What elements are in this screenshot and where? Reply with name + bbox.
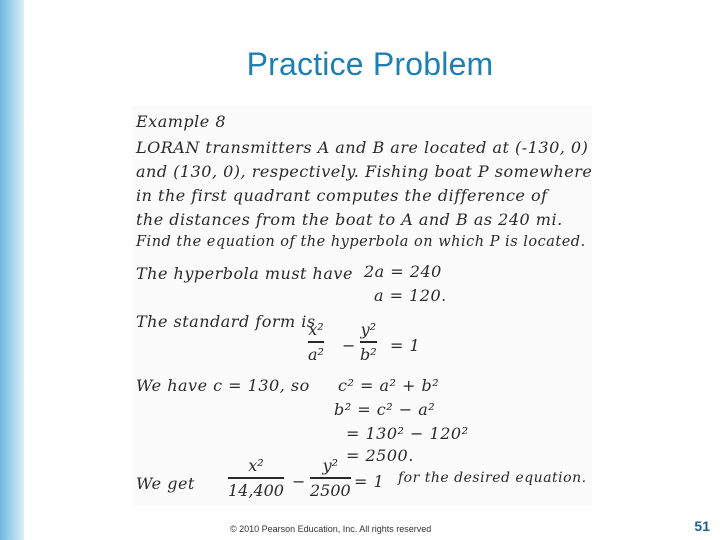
- std-denominator-a: a²: [308, 344, 324, 364]
- final-numerator-x: x²: [248, 456, 264, 475]
- c-equation-1: c² = a² + b²: [338, 376, 440, 395]
- fraction-bar: [228, 477, 284, 479]
- handwritten-solution: [132, 106, 592, 506]
- std-equals-one: = 1: [390, 336, 421, 355]
- solution-line-3: We have c = 130, so: [136, 376, 310, 395]
- final-denominator-2500: 2500: [310, 480, 351, 500]
- copyright-footer: © 2010 Pearson Education, Inc. All rights reserved: [230, 524, 432, 534]
- equation-2a: 2a = 240: [364, 262, 442, 281]
- std-denominator-b: b²: [360, 344, 377, 364]
- equation-a: a = 120.: [374, 286, 447, 305]
- problem-line-5: the distances from the boat to A and B as 240 mi.: [136, 210, 563, 229]
- final-text: for the desired equation.: [398, 470, 587, 486]
- problem-line-3: and (130, 0), respectively. Fishing boat P somewhere: [136, 162, 593, 181]
- std-minus: −: [342, 336, 356, 355]
- c-equation-4: = 2500.: [346, 446, 414, 465]
- problem-line-2: LORAN transmitters A and B are located at (-130, 0): [136, 138, 589, 157]
- std-fraction-x: [308, 320, 324, 364]
- problem-line-4: in the first quadrant computes the difference of: [136, 186, 548, 205]
- slide-title: Practice Problem: [246, 46, 494, 82]
- std-numerator-y: y²: [360, 320, 377, 339]
- c-equation-3: = 130² − 120²: [346, 424, 469, 443]
- final-fraction-y: [310, 456, 351, 500]
- std-numerator-x: x²: [308, 320, 324, 339]
- std-fraction-y: [360, 320, 377, 364]
- problem-line-1: Example 8: [136, 112, 227, 131]
- fraction-bar: [360, 341, 377, 343]
- final-fraction-x: [228, 456, 284, 500]
- solution-line-2: The standard form is: [136, 312, 316, 331]
- solution-line-4: We get: [136, 474, 195, 493]
- final-equals-one: = 1: [354, 472, 385, 491]
- final-minus: −: [292, 472, 306, 491]
- final-numerator-y: y²: [322, 456, 339, 475]
- c-equation-2: b² = c² − a²: [334, 400, 436, 419]
- solution-line-1: The hyperbola must have: [136, 264, 353, 283]
- page-number: 51: [694, 518, 710, 534]
- problem-line-6: Find the equation of the hyperbola on which P is located.: [136, 234, 586, 250]
- fraction-bar: [308, 341, 324, 343]
- fraction-bar: [310, 477, 351, 479]
- final-denominator-14400: 14,400: [228, 480, 284, 500]
